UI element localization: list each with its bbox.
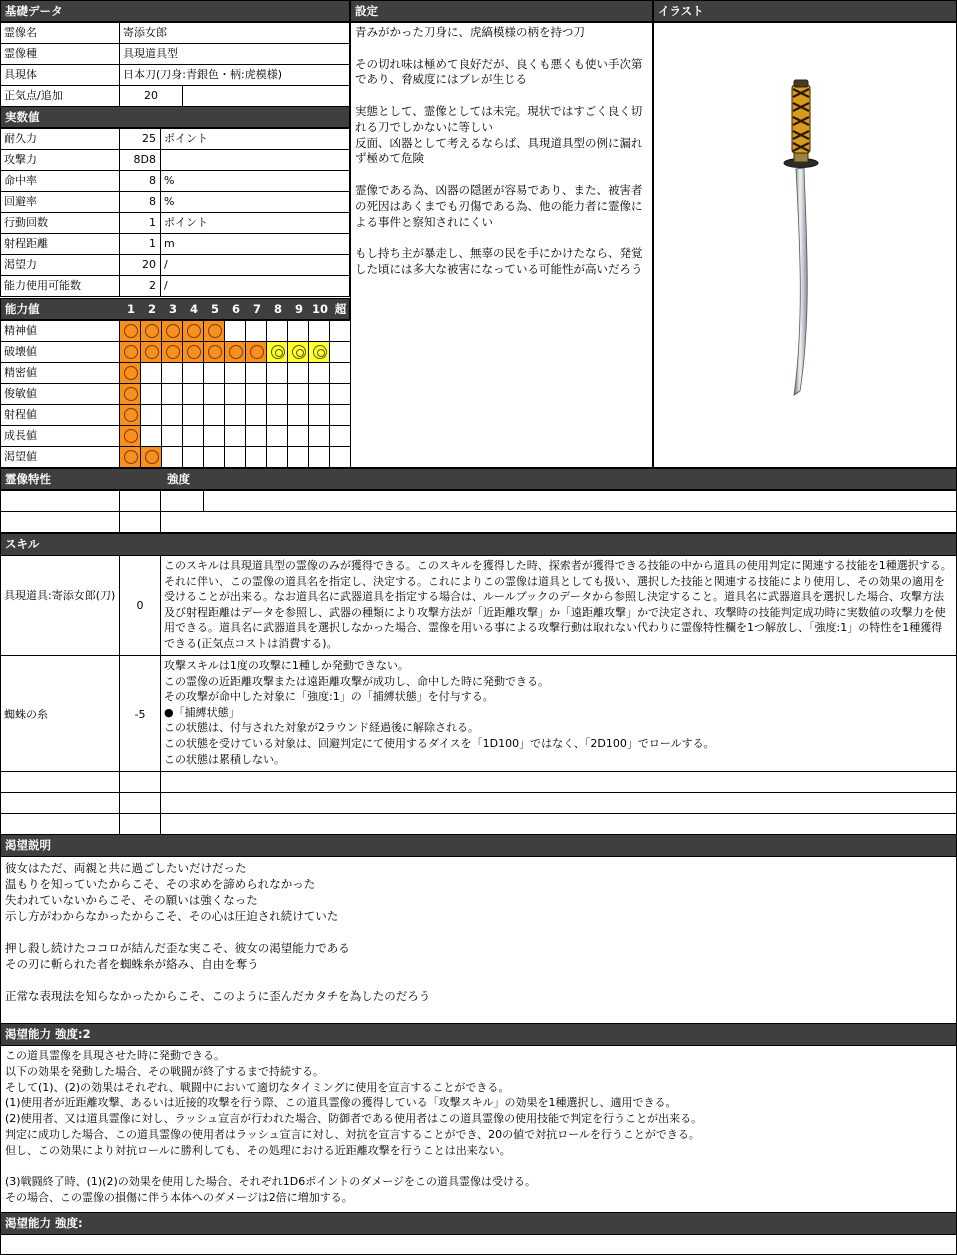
ability-cell bbox=[287, 404, 310, 426]
ability-cell bbox=[140, 425, 163, 447]
ability-level-circle bbox=[203, 341, 226, 363]
basic-label-0: 霊像名 bbox=[0, 22, 120, 44]
trait-row-1-cost bbox=[119, 490, 161, 512]
ability-cell bbox=[308, 404, 331, 426]
ability-cell bbox=[308, 320, 331, 342]
ability-header bbox=[0, 298, 350, 320]
ability-cell bbox=[287, 446, 310, 468]
skill-3-name bbox=[0, 771, 120, 793]
ability-cell bbox=[161, 446, 184, 468]
ability-label-3: 俊敏値 bbox=[0, 383, 120, 405]
real-unit-3: % bbox=[160, 191, 350, 213]
ability-cell bbox=[182, 383, 205, 405]
ability-cell bbox=[182, 425, 205, 447]
ability-cell bbox=[182, 404, 205, 426]
ability-cell bbox=[266, 446, 289, 468]
ability-cell bbox=[224, 404, 247, 426]
real-unit-6: / bbox=[160, 254, 350, 276]
ability-level-circle bbox=[161, 341, 184, 363]
skill-2-name: 蜘蛛の糸 bbox=[0, 655, 120, 772]
ability-level-circle bbox=[119, 383, 142, 405]
ability-cell bbox=[224, 320, 247, 342]
ability-cell bbox=[224, 383, 247, 405]
ability-level-circle bbox=[119, 404, 142, 426]
ability-col-4: 4 bbox=[189, 302, 198, 316]
ability-header-label: 能力値 bbox=[5, 302, 40, 316]
ability-level-circle bbox=[140, 341, 163, 363]
ability-cell bbox=[245, 404, 268, 426]
basic-value-2: 日本刀(刀身:青銀色・柄:虎模様) bbox=[119, 64, 350, 86]
ability-cell bbox=[329, 404, 351, 426]
ability-col-2: 2 bbox=[147, 302, 156, 316]
ability-cell bbox=[224, 425, 247, 447]
ability-cell bbox=[245, 446, 268, 468]
ability-cell bbox=[161, 404, 184, 426]
ability-cell bbox=[224, 446, 247, 468]
ability-level-ring bbox=[308, 341, 331, 363]
skill-4-cost bbox=[119, 792, 161, 814]
trait-row-1-mid bbox=[160, 490, 204, 512]
ability-cell bbox=[287, 362, 310, 384]
real-label-7: 能力使用可能数 bbox=[0, 275, 120, 297]
desire-desc-header: 渇望説明 bbox=[0, 834, 957, 857]
ability-cell bbox=[182, 446, 205, 468]
skill-3-desc bbox=[160, 771, 957, 793]
real-unit-2: % bbox=[160, 170, 350, 192]
ability-cell bbox=[161, 362, 184, 384]
real-label-1: 攻撃力 bbox=[0, 149, 120, 171]
desire-ability-1-text: この道具霊像を具現させた時に発動できる。 以下の効果を発動した場合、その戦闘が終了するまで持続する。 そして(1)、(2)の効果はそれぞれ、戦闘中において適切なタイミングに使用を宣言することができる。 (1)使用者が近距離攻撃、あるいは近接的攻撃を行う際、この道具霊像の獲得している「攻撃スキル」の効果を1種選択し、適用できる。 (2)使用者、又は道具霊像に対し、ラッシュ宣言が行われた場合、防御者である使用者はこの道具霊像の使用技能で判定を行うことが出来る。 判定に成功した場合、この道具霊像の使用者はラッシュ宣言に対し、対抗を宣言することができ、20の値で対抗ロールを行うことができる。 但し、この効果により対抗ロールに勝利しても、その処理における近距離攻撃を行うことは出来ない。 (3)戦闘終了時、(1)(2)の効果を使用した場合、それぞれ1D6ポイントのダメージをこの道具霊像は受ける。 その場合、この霊像の損傷に伴う本体へのダメージは2倍に増加する。 bbox=[0, 1045, 957, 1213]
ability-cell bbox=[245, 320, 268, 342]
real-value-3: 8 bbox=[119, 191, 161, 213]
ability-cell bbox=[140, 362, 163, 384]
ability-col-8: 8 bbox=[273, 302, 282, 316]
traits-header-label: 霊像特性 bbox=[5, 472, 51, 486]
traits-header bbox=[0, 468, 957, 490]
real-unit-0: ポイント bbox=[160, 128, 350, 150]
settings-header: 設定 bbox=[350, 0, 653, 22]
real-value-1: 8D8 bbox=[119, 149, 161, 171]
ability-cell bbox=[161, 383, 184, 405]
real-label-2: 命中率 bbox=[0, 170, 120, 192]
ability-cell bbox=[308, 425, 331, 447]
real-value-6: 20 bbox=[119, 254, 161, 276]
real-value-4: 1 bbox=[119, 212, 161, 234]
ability-level-circle bbox=[224, 341, 247, 363]
ability-level-circle bbox=[119, 362, 142, 384]
real-label-3: 回避率 bbox=[0, 191, 120, 213]
skill-5-desc bbox=[160, 813, 957, 835]
basic-value-0: 寄添女郎 bbox=[119, 22, 350, 44]
real-values-header: 実数値 bbox=[0, 106, 350, 128]
real-unit-5: m bbox=[160, 233, 350, 255]
ability-level-circle bbox=[182, 341, 205, 363]
ability-level-circle bbox=[119, 446, 142, 468]
skill-5-name bbox=[0, 813, 120, 835]
ability-cell bbox=[203, 425, 226, 447]
skill-1-name: 具現道具:寄添女郎(刀) bbox=[0, 555, 120, 656]
trait-row-1-name bbox=[0, 490, 120, 512]
real-value-0: 25 bbox=[119, 128, 161, 150]
ability-cell bbox=[329, 341, 351, 363]
ability-level-circle bbox=[119, 341, 142, 363]
ability-label-4: 射程値 bbox=[0, 404, 120, 426]
ability-cell bbox=[287, 320, 310, 342]
basic-value-1: 具現道具型 bbox=[119, 43, 350, 65]
ability-cell bbox=[287, 383, 310, 405]
trait-row-2-cost bbox=[119, 511, 161, 533]
basic-label-3: 正気点/追加 bbox=[0, 85, 120, 107]
ability-level-circle bbox=[245, 341, 268, 363]
ability-cell bbox=[266, 425, 289, 447]
illustration-panel bbox=[653, 22, 957, 468]
ability-cell bbox=[161, 425, 184, 447]
skill-2-cost: -5 bbox=[119, 655, 161, 772]
ability-cell bbox=[245, 383, 268, 405]
ability-col-7: 7 bbox=[252, 302, 261, 316]
skill-4-desc bbox=[160, 792, 957, 814]
ability-col-5: 5 bbox=[210, 302, 219, 316]
desire-ability-2-header: 渇望能力 強度: bbox=[0, 1212, 957, 1235]
ability-cell bbox=[329, 383, 351, 405]
ability-level-circle bbox=[203, 320, 226, 342]
ability-label-1: 破壊値 bbox=[0, 341, 120, 363]
ability-col-9: 9 bbox=[294, 302, 303, 316]
trait-row-2-desc bbox=[160, 511, 957, 533]
ability-cell bbox=[203, 383, 226, 405]
traits-strength-label: 強度 bbox=[167, 472, 190, 486]
ability-col-10: 10 bbox=[311, 302, 328, 316]
ability-cell bbox=[266, 404, 289, 426]
ability-cell bbox=[140, 404, 163, 426]
real-label-4: 行動回数 bbox=[0, 212, 120, 234]
ability-label-5: 成長値 bbox=[0, 425, 120, 447]
trait-row-1-desc bbox=[203, 490, 957, 512]
ability-col-3: 3 bbox=[168, 302, 177, 316]
desire-ability-1-header: 渇望能力 強度:2 bbox=[0, 1023, 957, 1046]
ability-cell bbox=[308, 362, 331, 384]
ability-cell bbox=[287, 425, 310, 447]
basic-label-2: 具現体 bbox=[0, 64, 120, 86]
skill-4-name bbox=[0, 792, 120, 814]
ability-col-6: 6 bbox=[231, 302, 240, 316]
ability-cell bbox=[329, 425, 351, 447]
desire-desc-text: 彼女はただ、両親と共に過ごしたいだけだった 温もりを知っていたからこそ、その求めを諦められなかった 失われていないからこそ、その願いは強くなった 示し方がわからなかったからこそ、その心は圧迫され続けていた 押し殺し続けたココロが結んだ歪な実こそ、彼女の渇望能力である その刃に斬られた者を蜘蛛糸が絡み、自由を奪う 正常な表現法を知らなかったからこそ、このように歪んだカタチを為したのだろう bbox=[0, 856, 957, 1024]
ability-cell bbox=[266, 362, 289, 384]
trait-row-2-name bbox=[0, 511, 120, 533]
ability-level-circle bbox=[140, 446, 163, 468]
ability-level-ring bbox=[266, 341, 289, 363]
ability-cell bbox=[329, 320, 351, 342]
skill-2-desc: 攻撃スキルは1度の攻撃に1種しか発動できない。 この霊像の近距離攻撃または遠距離攻撃が成功し、命中した時に発動できる。 その攻撃が命中した対象に「強度:1」の「捕縛状態」を付与する。 ●「捕縛状態」 この状態は、付与された対象が2ラウンド経過後に解除される。 この状態を受けている対象は、回避判定にて使用するダイスを「1D100」ではなく、「2D100」でロールする。 この状態は累積しない。 bbox=[160, 655, 957, 772]
ability-col-1: 1 bbox=[126, 302, 135, 316]
real-label-5: 射程距離 bbox=[0, 233, 120, 255]
ability-label-2: 精密値 bbox=[0, 362, 120, 384]
skill-5-cost bbox=[119, 813, 161, 835]
ability-cell bbox=[140, 383, 163, 405]
settings-text: 青みがかった刀身に、虎縞模様の柄を持つ刀 その切れ味は極めて良好だが、良くも悪くも使い手次第であり、脅威度にはブレが生じる 実態として、霊像としては未完。現状ではすごく良く切れる刀でしかないに等しい 反面、凶器として考えるならば、具現道具型の例に漏れず極めて危険 霊像である為、凶器の隠匿が容易であり、また、被害者の死因はあくまでも刃傷である為、他の能力者に霊像による事件と察知されにくい もし持ち主が暴走し、無辜の民を手にかけたなら、発覚した頃には多大な被害になっている可能性が高いだろう bbox=[350, 22, 653, 468]
ability-label-6: 渇望値 bbox=[0, 446, 120, 468]
ability-cell bbox=[245, 362, 268, 384]
ability-level-circle bbox=[119, 425, 142, 447]
real-value-7: 2 bbox=[119, 275, 161, 297]
real-value-5: 1 bbox=[119, 233, 161, 255]
ability-level-circle bbox=[161, 320, 184, 342]
basic-label-1: 霊像種 bbox=[0, 43, 120, 65]
ability-cell bbox=[308, 383, 331, 405]
real-value-2: 8 bbox=[119, 170, 161, 192]
ability-col-11: 超 bbox=[334, 302, 347, 316]
real-unit-7: / bbox=[160, 275, 350, 297]
katana-illustration bbox=[654, 23, 956, 467]
skill-header: スキル bbox=[0, 533, 957, 556]
ability-level-circle bbox=[140, 320, 163, 342]
real-unit-1 bbox=[160, 149, 350, 171]
desire-ability-2-body bbox=[0, 1234, 957, 1255]
ability-cell bbox=[266, 320, 289, 342]
ability-label-0: 精神値 bbox=[0, 320, 120, 342]
basic-value-3: 20 bbox=[119, 85, 183, 107]
real-label-6: 渇望力 bbox=[0, 254, 120, 276]
ability-cell bbox=[245, 425, 268, 447]
basic-data-header: 基礎データ bbox=[0, 0, 350, 22]
ability-cell bbox=[203, 446, 226, 468]
ability-cell bbox=[224, 362, 247, 384]
basic-extra-3 bbox=[182, 85, 350, 107]
ability-cell bbox=[266, 383, 289, 405]
real-unit-4: ポイント bbox=[160, 212, 350, 234]
ability-cell bbox=[308, 446, 331, 468]
real-label-0: 耐久力 bbox=[0, 128, 120, 150]
ability-cell bbox=[203, 404, 226, 426]
skill-1-desc: このスキルは具現道具型の霊像のみが獲得できる。このスキルを獲得した時、探索者が獲得できる技能の中から道具の使用判定に関連する技能を1種選択する。それに伴い、この霊像の道具名を指定し、決定する。これによりこの霊像は道具としても扱い、選択した技能と関連する技能により使用し、その効果の適用を受けることが出来る。なお道具名に武器道具を指定する場合は、ルールブックのデータから参照し決定すること。道具名に武器道具を選択した場合、攻撃方法及び射程距離はデータを参照し、武器の種類により攻撃方法が「近距離攻撃」か「遠距離攻撃」かで決定され、攻撃時の技能判定成功時に実数値の攻撃力を使用できる。道具名に武器道具を選択しなかった場合、霊像を用いる事による攻撃行動は取れない代わりに霊像特性欄を1つ解放し、「強度:1」の特性を1種獲得できる(正気点コストは消費する)。 bbox=[160, 555, 957, 656]
skill-3-cost bbox=[119, 771, 161, 793]
skill-1-cost: 0 bbox=[119, 555, 161, 656]
ability-level-circle bbox=[182, 320, 205, 342]
illust-header: イラスト bbox=[653, 0, 957, 22]
ability-level-ring bbox=[287, 341, 310, 363]
ability-cell bbox=[329, 446, 351, 468]
ability-cell bbox=[329, 362, 351, 384]
ability-level-circle bbox=[119, 320, 142, 342]
ability-cell bbox=[203, 362, 226, 384]
ability-cell bbox=[182, 362, 205, 384]
